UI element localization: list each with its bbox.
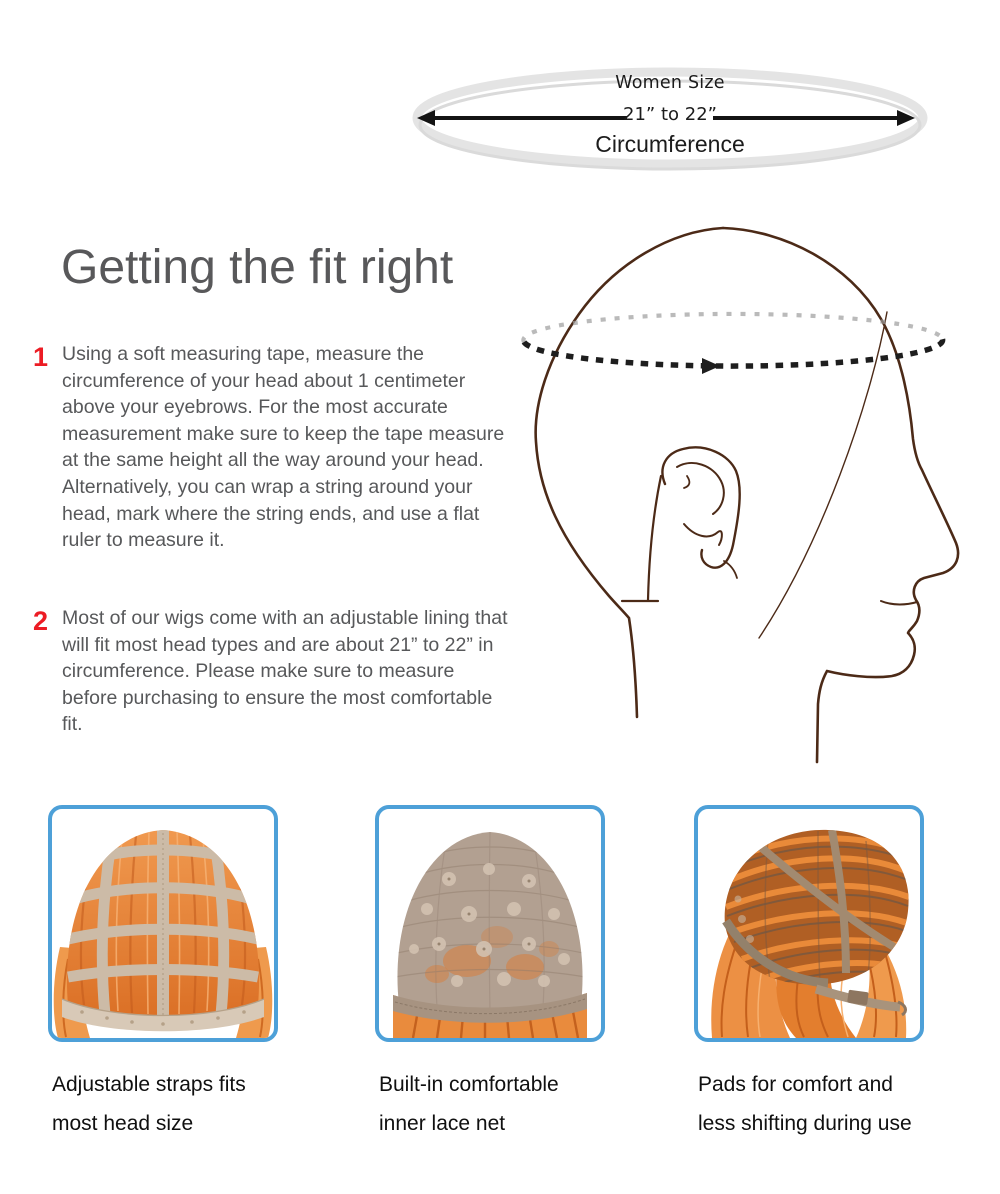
wig-cap-back-straps-illustration <box>52 809 274 1038</box>
tape-label-circumference: Circumference <box>595 131 745 157</box>
step-2-number: 2 <box>33 606 49 636</box>
wig-cap-lace-net-illustration <box>379 809 601 1038</box>
feature-adjustable-straps <box>48 805 278 1143</box>
jaw-line <box>648 476 661 600</box>
caption-line: less shifting during use <box>698 1112 912 1135</box>
caption-line: Adjustable straps fits <box>52 1073 246 1096</box>
step-1-number: 1 <box>33 342 49 372</box>
instruction-step-1 <box>33 341 511 554</box>
wig-cap-lace-net-photo <box>375 805 605 1042</box>
head-profile-illustration <box>520 215 990 775</box>
feature-comfort-pads <box>694 805 924 1143</box>
wig-cap-side-pads-illustration <box>698 809 920 1038</box>
feature-caption <box>694 1065 924 1143</box>
ear-illustration <box>662 447 739 578</box>
wig-cap-back-straps-photo <box>48 805 278 1042</box>
step-1-text: Using a soft measuring tape, measure the circumference of your head about 1 centimeter above your eyebrows. For the most accurate measurement make sure to keep the tape measure at the same height all the way around your head. Alternatively, you can wrap a string around your head, mark where the string ends, and use a flat ruler to measure it. <box>62 343 505 552</box>
wig-cap-side-pads-photo <box>694 805 924 1042</box>
caption-line: Pads for comfort and <box>698 1073 893 1096</box>
instruction-step-2 <box>33 605 511 738</box>
step-2-text: Most of our wigs come with an adjustable lining that will fit most head types and are about 21” to 22” in circumference. Please make sure to measure before purchasing to ensure the most comfortable fit. <box>62 607 508 736</box>
caption-line: most head size <box>52 1112 194 1135</box>
page-title: Getting the fit right <box>61 241 454 294</box>
caption-line: Built-in comfortable <box>379 1073 559 1096</box>
mouth-line <box>881 601 917 605</box>
tape-label-women-size: Women Size <box>615 73 725 93</box>
tape-label-size-range: 21” to 22” <box>623 104 717 125</box>
feature-lace-net <box>375 805 605 1143</box>
caption-line: inner lace net <box>379 1112 506 1135</box>
feature-caption <box>48 1065 278 1143</box>
size-tape-diagram <box>403 60 937 188</box>
feature-caption <box>375 1065 605 1143</box>
